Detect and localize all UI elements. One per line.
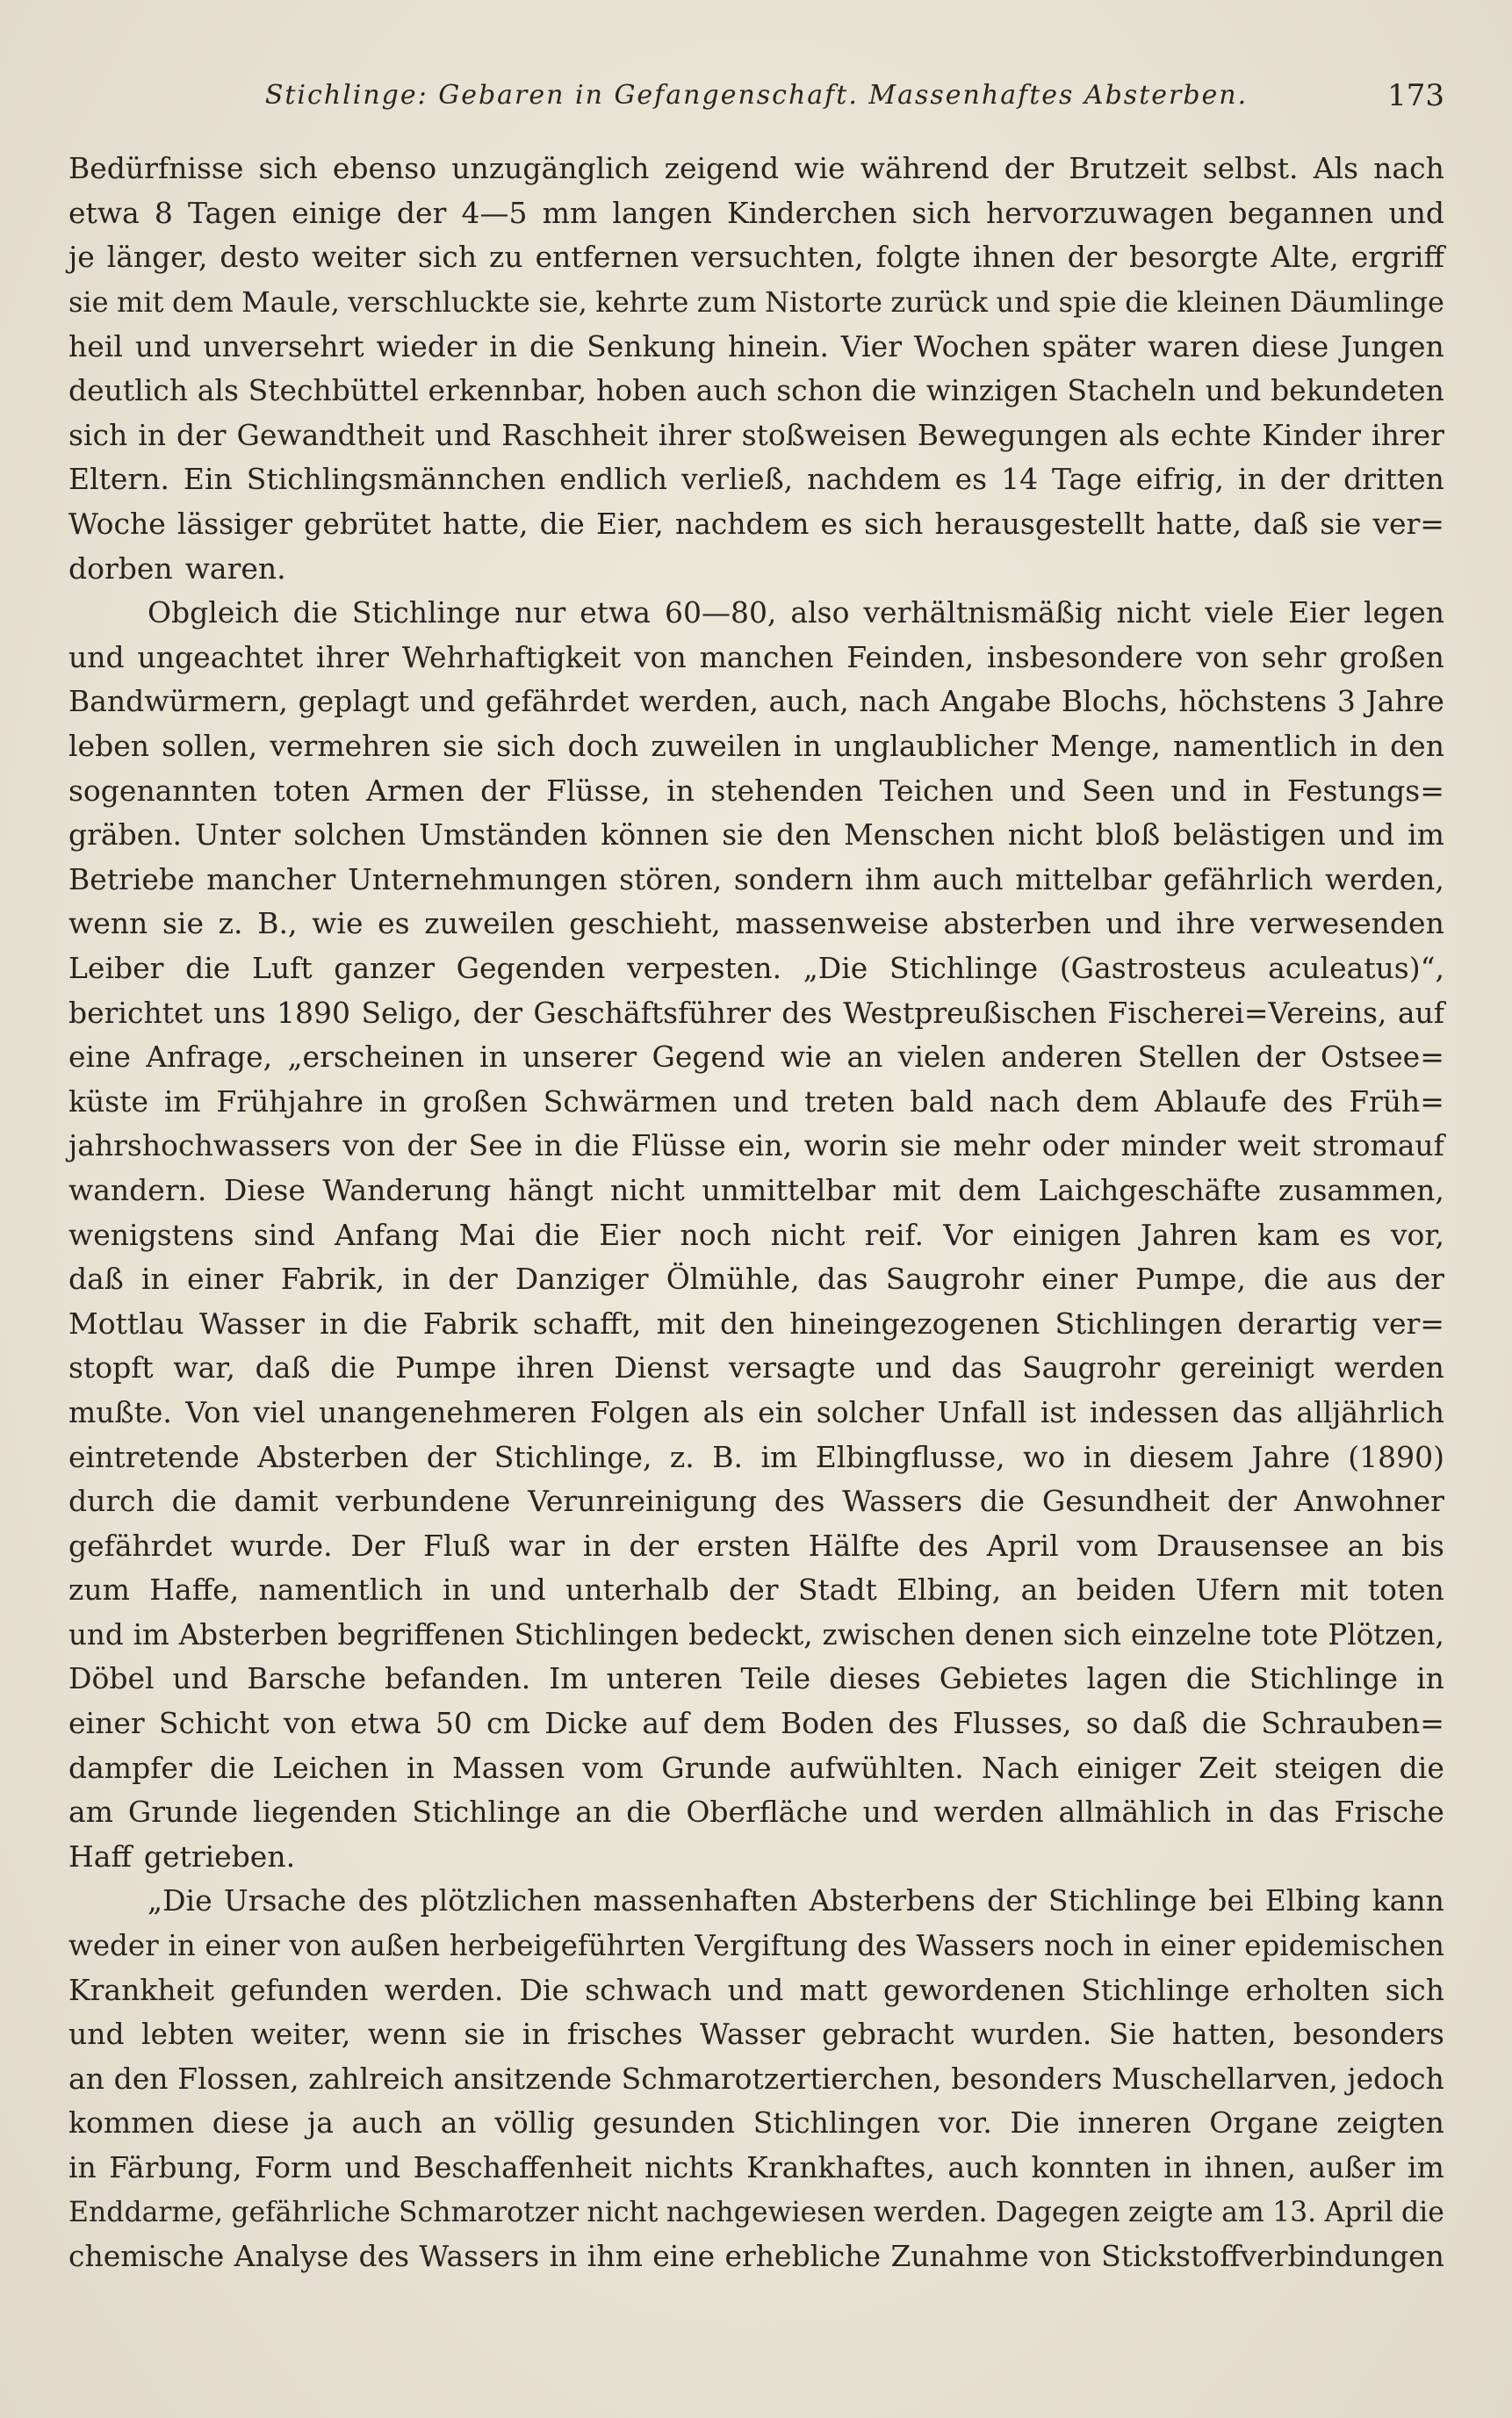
text-line: „Die Ursache des plötzlichen massenhaften Absterbens der Stichlinge bei Elbing kann — [148, 1883, 1444, 1918]
text-line: deutlich als Stechbüttel erkennbar, hoben auch schon die winzigen Stacheln und bekundeten — [68, 373, 1444, 408]
text-line: daß in einer Fabrik, in der Danziger Ölmühle, das Saugrohr einer Pumpe, die aus der — [68, 1262, 1444, 1297]
text-line: einer Schicht von etwa 50 cm Dicke auf dem Boden des Flusses, so daß die Schrauben= — [68, 1706, 1444, 1741]
text-line: Bedürfnisse sich ebenso unzugänglich zeigend wie während der Brutzeit selbst. Als nach — [68, 151, 1444, 186]
text-line: Leiber die Luft ganzer Gegenden verpesten. „Die Stichlinge (Gastrosteus aculeatus)“, — [68, 950, 1444, 985]
text-line: und im Absterben begriffenen Stichlingen bedeckt, zwischen denen sich einzelne tote Plötzen, — [68, 1617, 1444, 1652]
page-number: 173 — [1387, 78, 1444, 113]
text-line: etwa 8 Tagen einige der 4—5 mm langen Kinderchen sich hervorzuwagen begannen und — [68, 195, 1444, 230]
text-line: eintretende Absterben der Stichlinge, z. B. im Elbingflusse, wo in diesem Jahre (1890) — [68, 1439, 1444, 1474]
text-line: Betriebe mancher Unternehmungen stören, sondern ihm auch mittelbar gefährlich werden, — [68, 861, 1444, 896]
text-line: in Färbung, Form und Beschaffenheit nichts Krankhaftes, auch konnten in ihnen, außer im — [68, 2150, 1444, 2185]
text-line: kommen diese ja auch an völlig gesunden Stichlingen vor. Die inneren Organe zeigten — [68, 2105, 1444, 2141]
text-line: wenigstens sind Anfang Mai die Eier noch nicht reif. Vor einigen Jahren kam es vor, — [68, 1217, 1444, 1252]
text-line: weder in einer von außen herbeigeführten Vergiftung des Wassers noch in einer epidemischen — [68, 1929, 1444, 1963]
text-line: und ungeachtet ihrer Wehrhaftigkeit von manchen Feinden, insbesondere von sehr großen — [68, 639, 1444, 674]
text-line: chemische Analyse des Wassers in ihm eine erhebliche Zunahme von Stickstoffverbindungen — [68, 2239, 1444, 2274]
text-line: sich in der Gewandtheit und Raschheit ihrer stoßweisen Bewegungen als echte Kinder ihrer — [68, 417, 1444, 452]
text-line: und lebten weiter, wenn sie in frisches Wasser gebracht wurden. Sie hatten, besonders — [68, 2017, 1444, 2052]
text-line: Obgleich die Stichlinge nur etwa 60—80, also verhältnismäßig nicht viele Eier legen — [148, 595, 1444, 630]
text-line: mußte. Von viel unangenehmeren Folgen als ein solcher Unfall ist indessen das alljährlich — [68, 1394, 1444, 1429]
running-title: Stichlinge: Gebaren in Gefangenschaft. Massenhaftes Absterben. — [264, 80, 1249, 111]
text-line: sogenannten toten Armen der Flüsse, in stehenden Teichen und Seen und in Festungs= — [68, 773, 1444, 808]
text-line: Mottlau Wasser in die Fabrik schafft, mit den hineingezogenen Stichlingen derartig ver= — [68, 1306, 1444, 1341]
body-text — [68, 147, 1444, 2279]
text-line: leben sollen, vermehren sie sich doch zuweilen in unglaublicher Menge, namentlich in den — [68, 729, 1444, 764]
text-line: zum Haffe, namentlich in und unterhalb der Stadt Elbing, an beiden Ufern mit toten — [68, 1572, 1444, 1608]
text-line: Bandwürmern, geplagt und gefährdet werden, auch, nach Angabe Blochs, höchstens 3 Jahre — [68, 684, 1444, 719]
text-line: sie mit dem Maule, verschluckte sie, kehrte zum Nistorte zurück und spie die kleinen Däumlinge — [68, 285, 1444, 320]
text-line: gräben. Unter solchen Umständen können sie den Menschen nicht bloß belästigen und im — [68, 817, 1444, 853]
text-line: durch die damit verbundene Verunreinigung des Wassers die Gesundheit der Anwohner — [68, 1484, 1444, 1519]
text-line: jahrshochwassers von der See in die Flüsse ein, worin sie mehr oder minder weit stromauf — [68, 1128, 1444, 1163]
text-line: Haff getrieben. — [68, 1839, 296, 1874]
text-line: wandern. Diese Wanderung hängt nicht unmittelbar mit dem Laichgeschäfte zusammen, — [68, 1172, 1444, 1207]
text-line: küste im Frühjahre in großen Schwärmen und treten bald nach dem Ablaufe des Früh= — [68, 1083, 1444, 1119]
text-line: stopft war, daß die Pumpe ihren Dienst versagte und das Saugrohr gereinigt werden — [68, 1350, 1444, 1385]
text-line: Döbel und Barsche befanden. Im unteren Teile dieses Gebietes lagen die Stichlinge in — [68, 1661, 1444, 1696]
text-line: dampfer die Leichen in Massen vom Grunde aufwühlten. Nach einiger Zeit steigen die — [68, 1750, 1444, 1785]
text-line: Woche lässiger gebrütet hatte, die Eier, nachdem es sich herausgestellt hatte, daß sie ver= — [68, 507, 1444, 542]
text-line: je länger, desto weiter sich zu entfernen versuchten, folgte ihnen der besorgte Alte, ergriff — [68, 240, 1444, 275]
running-header — [68, 75, 1444, 117]
text-line: Eltern. Ein Stichlingsmännchen endlich verließ, nachdem es 14 Tage eifrig, in der dritten — [68, 462, 1444, 497]
text-line: gefährdet wurde. Der Fluß war in der ersten Hälfte des April vom Drausensee an bis — [68, 1528, 1444, 1563]
text-line: am Grunde liegenden Stichlinge an die Oberfläche und werden allmählich in das Frische — [68, 1795, 1444, 1830]
text-line: berichtet uns 1890 Seligo, der Geschäftsführer des Westpreußischen Fischerei=Vereins, auf — [68, 995, 1444, 1030]
text-line: Krankheit gefunden werden. Die schwach und matt gewordenen Stichlinge erholten sich — [68, 1972, 1444, 2007]
text-line: wenn sie z. B., wie es zuweilen geschieht, massenweise absterben und ihre verwesenden — [68, 906, 1444, 941]
text-line: eine Anfrage, „erscheinen in unserer Gegend wie an vielen anderen Stellen der Ostsee= — [68, 1040, 1444, 1075]
text-line: heil und unversehrt wieder in die Senkung hinein. Vier Wochen später waren diese Jungen — [68, 328, 1444, 363]
text-line: Enddarme, gefährliche Schmarotzer nicht nachgewiesen werden. Dagegen zeigte am 13. April die — [68, 2196, 1444, 2228]
text-line: an den Flossen, zahlreich ansitzende Schmarotzertierchen, besonders Muschellarven, jedoch — [68, 2061, 1444, 2096]
text-line: dorben waren. — [68, 551, 286, 586]
